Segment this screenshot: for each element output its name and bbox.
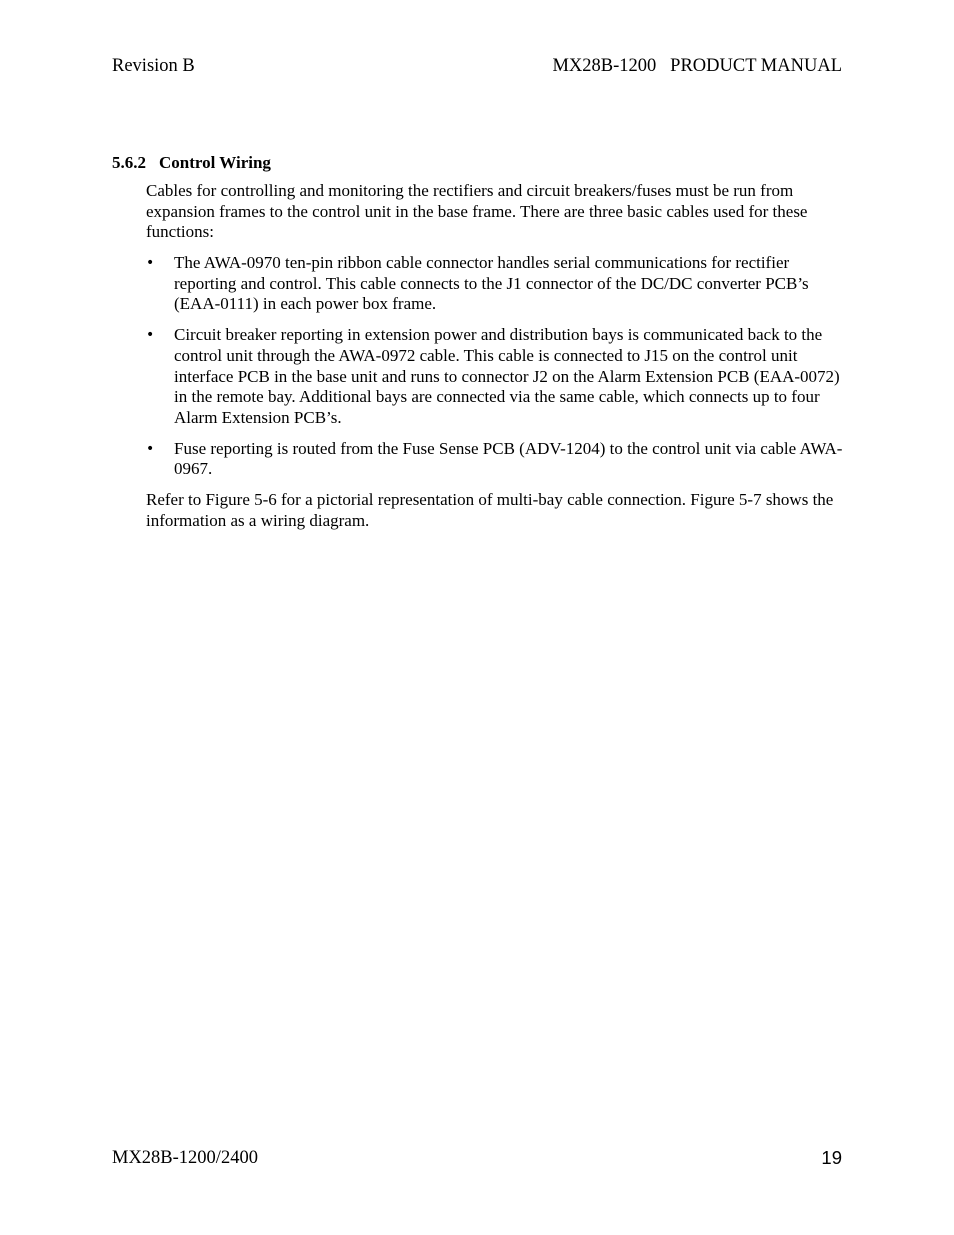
section-title: Control Wiring xyxy=(159,153,271,172)
bullet-icon: • xyxy=(146,255,155,271)
header-manual-title: MX28B-1200 PRODUCT MANUAL xyxy=(552,56,842,76)
bullet-icon: • xyxy=(146,327,155,344)
closing-paragraph: Refer to Figure 5-6 for a pictorial representation of multi-bay cable connection. Figure 5-7 shows the information as a wiring diagram. xyxy=(146,490,834,530)
intro-paragraph: Cables for controlling and monitoring the rectifiers and circuit breakers/fuses must be run from expansion frames to the control unit in the base frame. There are three basic cables used for these functions: xyxy=(146,181,808,242)
footer-model: MX28B-1200/2400 xyxy=(112,1148,258,1168)
bullet-text: The AWA-0970 ten-pin ribbon cable connector handles serial communications for rectifier reporting and control. This cable connects to the J1 connector of the DC/DC converter PCB’s (EAA-0111) in each power box frame. xyxy=(174,253,809,314)
section-heading xyxy=(112,152,271,173)
list-item xyxy=(146,439,846,480)
section-number: 5.6.2 xyxy=(112,153,146,172)
page-number: 19 xyxy=(821,1147,842,1168)
bullet-text: Fuse reporting is routed from the Fuse Sense PCB (ADV-1204) to the control unit via cable AWA-0967. xyxy=(174,438,843,479)
list-item xyxy=(146,253,846,315)
bullet-text: Circuit breaker reporting in extension power and distribution bays is communicated back to the control unit through the AWA-0972 cable. This cable is connected to J15 on the control unit interface PCB in the base unit and runs to connector J2 on the Alarm Extension PCB (EAA-0072) in the remote bay. Additional bays are connected via the same cable, which connects up to four Alarm Extension PCB’s. xyxy=(174,325,840,427)
bullet-list xyxy=(146,253,846,490)
list-item xyxy=(146,325,846,429)
bullet-icon: • xyxy=(146,440,155,457)
header-revision: Revision B xyxy=(112,56,195,76)
